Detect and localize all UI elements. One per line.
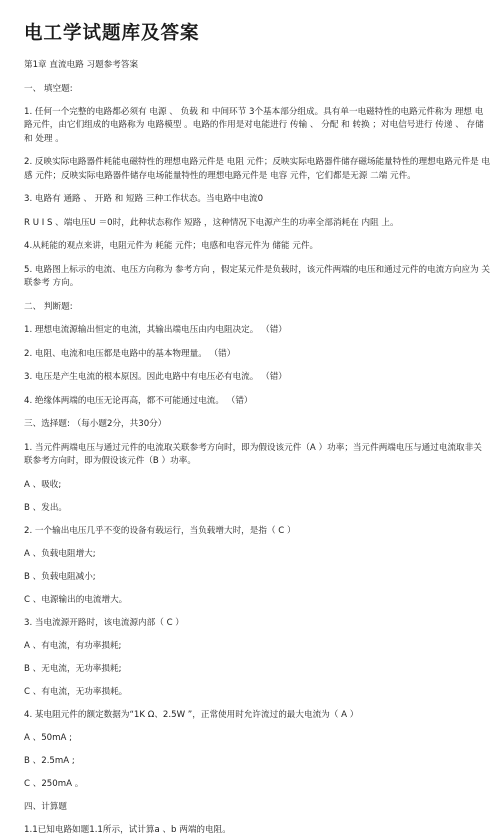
choice-q3-option-a: A 、有电流，有功率损耗; bbox=[24, 640, 122, 651]
document-body bbox=[24, 59, 490, 837]
choice-q3-option-c: C 、有电流，无功率损耗。 bbox=[24, 686, 128, 697]
choice-q2: 2. 一个输出电压几乎不变的设备有载运行，当负载增大时，是指（ C ） bbox=[24, 525, 296, 536]
fill-blank-q3: 3. 电路有 通路 、 开路 和 短路 三种工作状态。当电路中电流0 bbox=[24, 194, 264, 205]
judge-q1: 1. 理想电流源输出恒定的电流，其输出端电压由内电阻决定。 （错） bbox=[24, 325, 287, 336]
choice-q4-option-b: B 、2.5mA ; bbox=[24, 755, 75, 766]
fill-blank-q3-cont: R U I S 、端电压U ＝0时，此种状态称作 短路 ，这种情况下电源产生的功率全部消耗在 内阻 上。 bbox=[24, 217, 399, 228]
fill-blank-q2: 2. 反映实际电路器件耗能电磁特性的理想电路元件是 电阻 元件；反映实际电路器件储存磁场能量特性的理想电路元件是 电感 元件；反映实际电路器件储存电场能量特性的理想电路元件是 电容 元件，它们都是无源 二端 元件。 bbox=[24, 157, 491, 181]
judge-q4: 4. 绝缘体两端的电压无论再高，都不可能通过电流。 （错） bbox=[24, 395, 253, 406]
chapter-heading: 第1章 直流电路 习题参考答案 bbox=[24, 60, 139, 70]
document-title: 电工学试题库及答案 bbox=[24, 23, 200, 44]
judge-q3: 3. 电压是产生电流的根本原因。因此电路中有电压必有电流。 （错） bbox=[24, 372, 287, 383]
choice-q3-option-b: B 、无电流，无功率损耗; bbox=[24, 663, 122, 674]
choice-q1-option-b: B 、发出。 bbox=[24, 502, 68, 513]
choice-q4-option-c: C 、250mA 。 bbox=[24, 778, 84, 789]
choice-q4-option-a: A 、50mA ; bbox=[24, 732, 73, 743]
section-heading-fill-blank: 一、 填空题: bbox=[24, 83, 73, 94]
fill-blank-q4: 4.从耗能的观点来讲，电阻元件为 耗能 元件；电感和电容元件为 储能 元件。 bbox=[24, 241, 319, 252]
choice-q1-option-a: A 、吸收; bbox=[24, 479, 62, 490]
choice-q1: 1. 当元件两端电压与通过元件的电流取关联参考方向时，即为假设该元件（A ）功率；当元件两端电压与通过电流取非关联参考方向时，即为假设该元件（B ）功率。 bbox=[24, 442, 482, 467]
section-heading-calc: 四、计算题 bbox=[24, 801, 67, 812]
section-heading-judge: 二、 判断题: bbox=[24, 301, 73, 312]
calc-q1: 1.1已知电路如题1.1所示，试计算a 、b 两端的电阻。 bbox=[24, 824, 231, 835]
fill-blank-q5: 5. 电路图上标示的电流、电压方向称为 参考方向 ，假定某元件是负载时，该元件两端的电压和通过元件的电流方向应为 关联参考 方向。 bbox=[24, 264, 491, 289]
judge-q2: 2. 电阻、电流和电压都是电路中的基本物理量。 （错） bbox=[24, 348, 236, 359]
section-heading-choice: 三、选择题: （每小题2分，共30分） bbox=[24, 419, 167, 430]
choice-q2-option-c: C 、电源输出的电流增大。 bbox=[24, 594, 128, 605]
choice-q2-option-a: A 、负载电阻增大; bbox=[24, 548, 96, 559]
choice-q2-option-b: B 、负载电阻减小; bbox=[24, 571, 96, 582]
choice-q3: 3. 当电流源开路时，该电流源内部（ C ） bbox=[24, 617, 184, 628]
fill-blank-q1: 1. 任何一个完整的电路都必须有 电源 、 负载 和 中间环节 3个基本部分组成。具有单一电磁特性的电路元件称为 理想 电路元件，由它们组成的电路称为 电路模型 。电路的作用是对电能进行 传输 、 分配 和 转换 ；对电信号进行 传递 、 存储 和 处理 。 bbox=[24, 107, 484, 144]
choice-q4: 4. 某电阻元件的额定数据为“1K Ω、2.5W ”，正常使用时允许流过的最大电流为（ A ） bbox=[24, 709, 359, 720]
